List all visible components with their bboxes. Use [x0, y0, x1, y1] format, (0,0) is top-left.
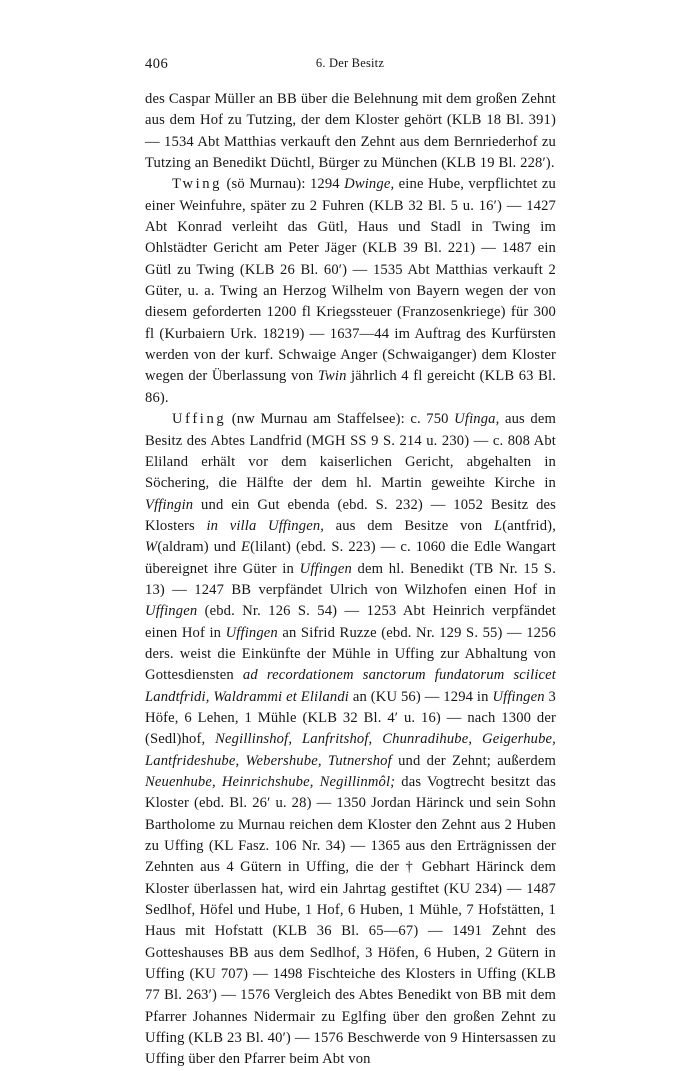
italic-run: Dwinge,	[344, 176, 395, 193]
text-run: und der Zehnt; außerdem	[391, 752, 556, 769]
italic-run: ad recordationem sanctorum fundatorum scilicet Landtfridi, Waldrammi et Elilandi	[145, 667, 557, 705]
text-run: aus dem Besitz des Abtes Landfrid (MGH SS 9 S. 214 u. 230) — c. 808 Abt Eliland erhält vor dem kaiserlichen Gericht, abgehalten in Söchering, die Hälfte der dem hl. Martin geweihte Kirche in	[145, 411, 556, 492]
text-run: 3 Höfe, 6 Lehen, 1 Mühle (KLB 32 Bl. 4′ u. 16) — nach 1300 der (Sedl)hof,	[145, 688, 557, 748]
body-text	[145, 89, 556, 1071]
text-run: dem hl. Benedikt (TB Nr. 15 S. 13) — 1247 BB verpfändet Ulrich von Wilzhofen einen Hof in	[145, 560, 556, 598]
italic-run: Twin	[317, 368, 347, 385]
text-run: (antfrid),	[502, 517, 556, 534]
text-run: an Sifrid Ruzze (ebd. Nr. 129 S. 55) — 1256 ders. weist die Einkünfte der Mühle in Uffing zur Abhaltung von Gottesdiensten	[145, 624, 557, 684]
page-header	[145, 56, 555, 78]
page-number: 406	[145, 56, 169, 72]
italic-run: Uffingen	[145, 603, 198, 620]
paragraph-uffing	[145, 409, 556, 1071]
text-run: des Caspar Müller an BB über die Belehnung mit dem großen Zehnt aus dem Hof zu Tutzing, der dem Kloster gehört (KLB 18 Bl. 391) — 1534 Abt Matthias verkauft den Zehnt aus dem Bernriederhof zu Tutzing an Benedikt Düchtl, Bürger zu München (KLB 19 Bl. 228′).	[145, 91, 556, 172]
italic-run: Uffingen	[492, 688, 545, 705]
place-name: Twing	[172, 176, 223, 193]
italic-run: W	[145, 539, 158, 556]
italic-run: Negillinshof, Lanfritshof, Chunradihube, Geigerhube, Lantfrideshube, Webershube, Tutnershof	[145, 731, 556, 769]
italic-run: E	[241, 539, 251, 556]
text-run: das Vogtrecht besitzt das Kloster (ebd. Bl. 26′ u. 28) — 1350 Jordan Härinck und sein Sohn Bartholome zu Murnau reichen dem Kloster den Zehnt aus 2 Huben zu Uffing (KL Fasz. 106 Nr. 34) — 1365 aus den Erträgnissen der Zehnten aus 4 Gütern in Uffing, die der † Gebhart Härinck dem Kloster überlassen hat, wird ein Jahrtag gestiftet (KU 234) — 1487 Sedlhof, Höfel und Hube, 1 Hof, 6 Huben, 1 Mühle, 7 Hofstätten, 1 Haus mit Hofstatt (KLB 36 Bl. 65—67) — 1491 Zehnt des Gotteshauses BB aus dem Sedlhof, 3 Höfen, 6 Huben, 2 Gütern in Uffing (KU 707) — 1498 Fischteiche des Klosters in Uffing (KLB 77 Bl. 263′) — 1576 Vergleich des Abtes Benedikt von BB mit dem Pfarrer Johannes Nidermair zu Eglfing über den großen Zehnt zu Uffing (KLB 23 Bl. 40′) — 1576 Beschwerde von 9 Hintersassen zu Uffing über den Pfarrer beim Abt von	[145, 774, 556, 1068]
italic-run: Neuenhube, Heinrichshube, Negillinmôl;	[145, 774, 396, 790]
text-run: eine Hube, verpflichtet zu einer Weinfuhre, später zu 2 Fuhren (KLB 32 Bl. 5 u. 16′) — 1427 Abt Konrad verleiht das Gütl, Haus und Stadl in Twing im Ohlstädter Gericht am Peter Jäger (KLB 39 Bl. 221) — 1487 ein Gütl zu Twing (KLB 26 Bl. 60′) — 1535 Abt Matthias verkauft 2 Güter, u. a. Twing an Herzog Wilhelm von Bayern wegen der von diesem geforderten 1200 fl Kriegssteuer (Franzosenkriege) für 300 fl (Kurbaiern Urk. 18219) — 1637—44 im Auftrag des Kurfürsten werden von der kurf. Schwaige Anger (Schwaiganger) dem Kloster wegen der Überlassung von	[145, 176, 556, 385]
text-run: (aldram) und	[157, 539, 242, 556]
text-run: (sö Murnau): 1294	[222, 176, 345, 193]
italic-run: in villa Uffingen,	[206, 517, 325, 534]
text-run: (lilant) (ebd. S. 223) — c. 1060 die Edle Wangart übereignet ihre Güter in	[145, 539, 556, 577]
text-run: (ebd. Nr. 126 S. 54) — 1253 Abt Heinrich verpfändet einen Hof in	[145, 603, 556, 641]
italic-run: L	[493, 517, 503, 534]
italic-run: Uffingen	[299, 560, 352, 577]
text-run: an (KU 56) — 1294 in	[349, 688, 493, 705]
text-run: (nw Murnau am Staffelsee): c. 750	[226, 411, 455, 428]
text-run: jährlich 4 fl gereicht (KLB 63 Bl. 86).	[145, 368, 556, 406]
text-run: und ein Gut ebenda (ebd. S. 232) — 1052 Besitz des Klosters	[145, 496, 556, 534]
running-title: 6. Der Besitz	[315, 56, 385, 70]
place-name: Uffing	[172, 411, 227, 428]
italic-run: Uffingen	[225, 624, 278, 641]
italic-run: Vffingin	[145, 496, 194, 513]
paragraph-tutzing-continued	[145, 89, 556, 174]
paragraph-twing	[145, 174, 556, 409]
italic-run: Ufinga,	[454, 411, 500, 428]
text-run: aus dem Besitze von	[324, 517, 494, 534]
